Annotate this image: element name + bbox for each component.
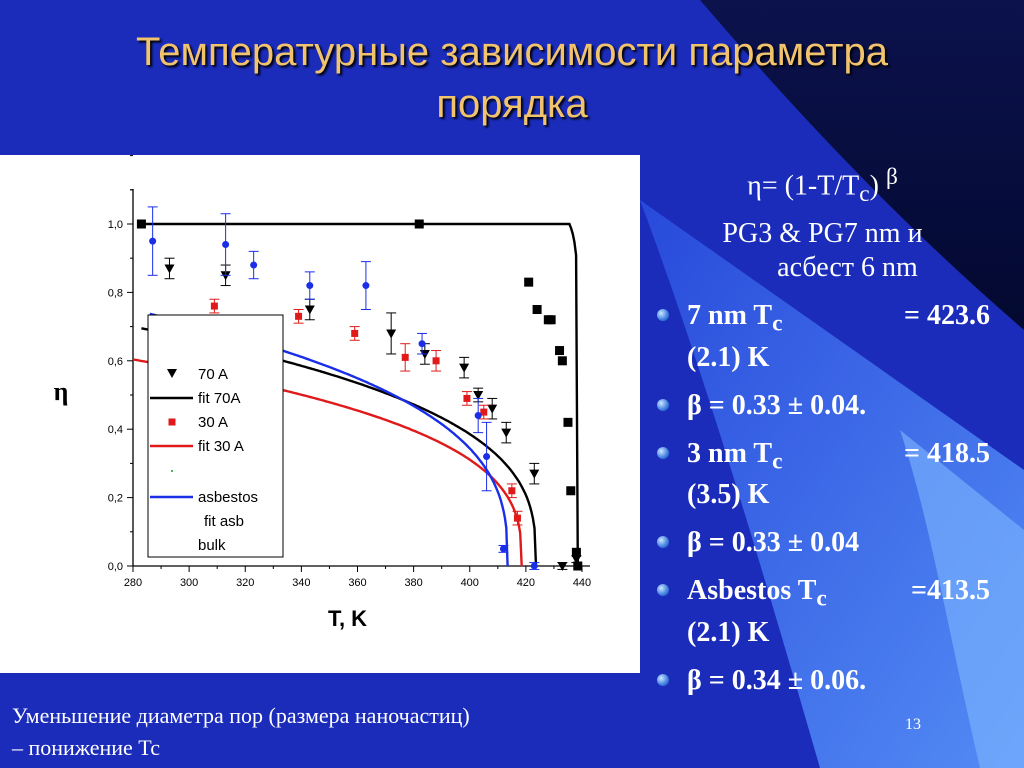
data-point-70-a: [487, 405, 497, 414]
bullet-0-line2: (2.1) K: [687, 341, 770, 373]
x-axis-label: T, K: [327, 606, 368, 631]
samples-line-2: асбест 6 nm: [777, 251, 918, 283]
legend-label: bulk: [198, 537, 226, 554]
legend-label: 30 A: [198, 414, 229, 431]
data-point-asbestos: [475, 412, 482, 419]
bullet-tc-asbestos: [655, 574, 990, 650]
data-point-bulk: [563, 418, 572, 427]
y-tick-label: 0,6: [107, 355, 123, 368]
bullet-4-line2: (2.1) K: [687, 616, 770, 648]
bullet-4-left: Asbestos T: [687, 575, 817, 607]
data-point-asbestos: [483, 453, 490, 460]
bullet-4-sub: c: [816, 585, 827, 612]
x-tick-label: 280: [123, 577, 143, 589]
data-point-asbestos: [362, 282, 369, 289]
y-tick-label: 0,4: [107, 424, 123, 437]
bullet-dot-icon: [657, 309, 669, 321]
data-point-30-a: [463, 395, 470, 402]
order-parameter-chart: [0, 155, 640, 673]
data-point-70-a: [459, 364, 469, 373]
bullet-dot-icon: [657, 447, 669, 459]
data-point-bulk: [137, 220, 146, 229]
data-point-70-a: [164, 264, 174, 273]
bullet-beta-asbestos: [655, 664, 990, 698]
legend-marker-square: [169, 419, 176, 426]
data-point-30-a: [351, 330, 358, 337]
bullet-dot-icon: [657, 584, 669, 596]
x-tick-label: 380: [404, 577, 423, 589]
bullet-2-sub: c: [772, 448, 783, 475]
data-point-30-a: [211, 303, 218, 310]
bullet-5-text: β = 0.34 ± 0.06.: [687, 664, 867, 696]
data-point-bulk: [566, 486, 575, 495]
formula-close: ): [869, 170, 879, 202]
x-tick-label: 400: [460, 577, 479, 589]
x-tick-label: 440: [572, 577, 592, 589]
data-point-bulk: [415, 220, 424, 229]
data-point-30-a: [508, 487, 515, 494]
y-tick-label: 0,8: [107, 287, 123, 300]
data-point-bulk: [524, 278, 533, 287]
legend-label: fit 30 A: [198, 438, 244, 455]
y-tick-label: 0,0: [107, 561, 123, 573]
x-tick-label: 420: [516, 577, 536, 589]
title-line-2: порядка: [436, 82, 588, 126]
y-axis-label: η: [53, 377, 69, 406]
x-tick-label: 360: [348, 577, 367, 589]
data-point-asbestos: [531, 563, 538, 570]
data-point-bulk: [558, 356, 567, 365]
data-point-70-a: [529, 470, 539, 479]
data-point-bulk: [547, 315, 556, 324]
results-panel: [655, 160, 990, 698]
y-tick-label: 0,2: [107, 492, 123, 505]
legend-label: fit 70A: [198, 390, 241, 407]
data-point-70-a: [501, 429, 511, 438]
formula: [655, 160, 990, 211]
title-line-1: Температурные зависимости параметра: [136, 30, 888, 74]
bullet-beta-7nm: [655, 389, 990, 423]
chart-panel: [0, 155, 640, 673]
footer-note: [12, 700, 632, 764]
slide-title: [0, 26, 1024, 130]
data-point-30-a: [402, 354, 409, 361]
data-point-30-a: [295, 313, 302, 320]
data-point-70-a: [305, 306, 315, 315]
data-point-30-a: [514, 515, 521, 522]
data-point-asbestos: [419, 340, 426, 347]
bullet-4-right: =413.5: [911, 575, 990, 607]
data-point-asbestos: [149, 238, 156, 245]
bullet-dot-icon: [657, 399, 669, 411]
x-tick-label: 320: [236, 577, 255, 589]
bullet-tc-7nm: [655, 299, 990, 375]
bullet-2-line2: (3.5) K: [687, 479, 770, 511]
legend-label: 70 A: [198, 366, 229, 383]
legend-label: asbestos: [198, 489, 259, 506]
data-point-70-a: [386, 329, 396, 338]
bullet-dot-icon: [657, 536, 669, 548]
samples-line-1: PG3 & PG7 nm и: [722, 217, 923, 249]
legend-label: fit asb: [204, 513, 245, 530]
data-point-70-a: [420, 350, 430, 359]
data-point-bulk: [533, 305, 542, 314]
bullet-2-left: 3 nm T: [687, 437, 773, 469]
x-tick-label: 340: [292, 577, 311, 589]
formula-sup: β: [885, 164, 898, 190]
data-point-asbestos: [222, 241, 229, 248]
bullet-1-text: β = 0.33 ± 0.04.: [687, 389, 867, 421]
page-number: 13: [905, 716, 921, 733]
footer-line-2: – понижение Tc: [12, 735, 160, 760]
bullet-2-right: = 418.5: [904, 437, 990, 469]
data-point-asbestos: [250, 262, 257, 269]
formula-sub: c: [859, 180, 870, 207]
x-tick-label: 300: [179, 577, 199, 589]
data-point-bulk: [555, 346, 564, 355]
bullet-3-text: β = 0.33 ± 0.04: [687, 527, 860, 559]
bullet-dot-icon: [657, 674, 669, 686]
bullet-tc-3nm: [655, 437, 990, 513]
y-tick-label: 1,0: [107, 219, 123, 231]
formula-main: η= (1-T/T: [747, 170, 860, 202]
data-point-30-a: [433, 357, 440, 364]
legend-marker-dot: [171, 470, 173, 472]
footer-line-1: Уменьшение диаметра пор (размера наночастиц): [12, 703, 470, 728]
bullet-0-left: 7 nm T: [687, 299, 773, 331]
bullet-0-sub: c: [772, 310, 783, 337]
bullet-beta-3nm: [655, 526, 990, 560]
data-point-asbestos: [500, 545, 507, 552]
data-point-asbestos: [306, 282, 313, 289]
bullet-0-right: = 423.6: [904, 299, 990, 331]
